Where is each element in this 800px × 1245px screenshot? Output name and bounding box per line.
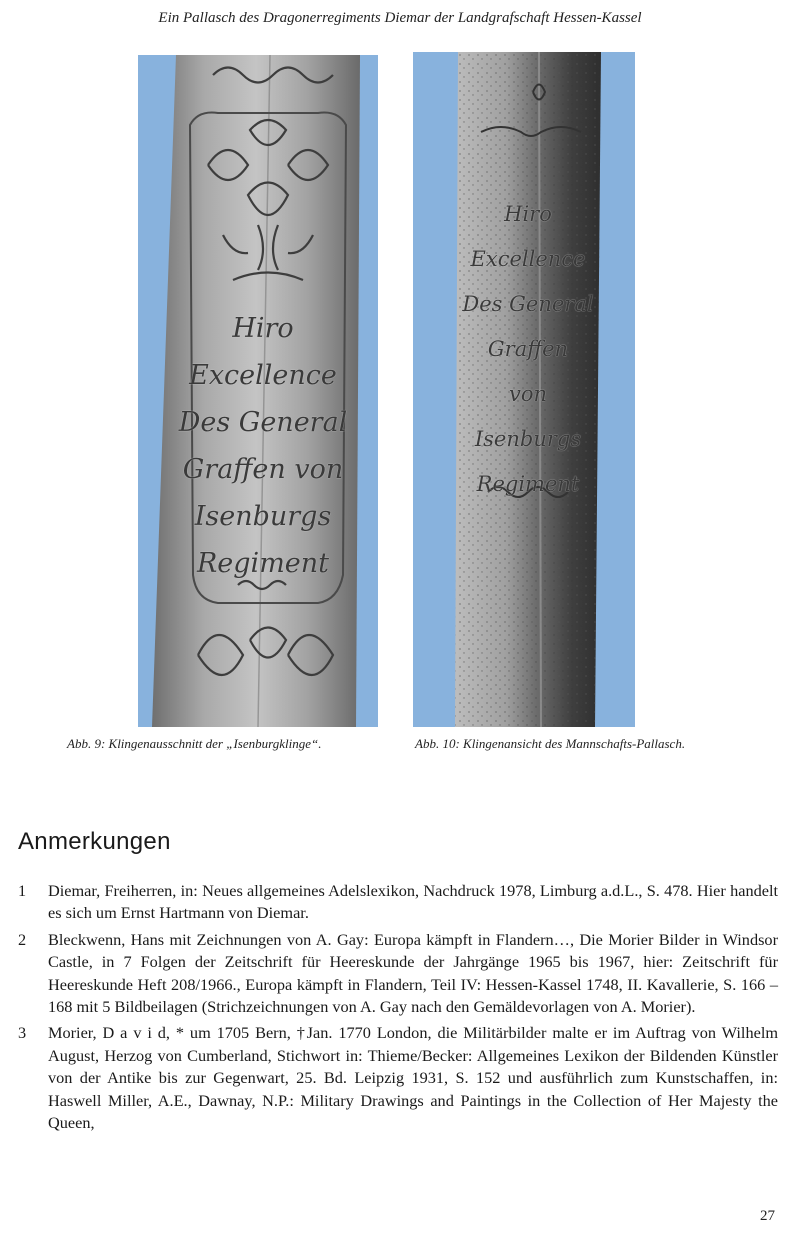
- note-number: 3: [18, 1023, 27, 1043]
- figure-10-blade-photo: [413, 52, 635, 727]
- note-item: [18, 880, 778, 925]
- page-number: 27: [760, 1208, 775, 1224]
- note-number: 1: [18, 881, 27, 900]
- note-text: Diemar, Freiherren, in: Neues allgemeines Adelslexikon, Nachdruck 1978, Limburg a.d.L., S. 478. Hier handelt es sich um Ernst Hartmann von Diemar.: [48, 881, 778, 923]
- note-item: [18, 929, 778, 1019]
- note-text: Morier, D a v i d, * um 1705 Bern, †Jan. 1770 London, die Militärbilder malte er im Auftrag von Wilhelm August, Herzog von Cumberland, Stichwort in: Thieme/Becker: Allgemeines Lexikon der Bildenden Künstler von der Antike bis zur Gegenwart, 25. Bd. Leipzig 1931, S. 152 und ausführlich zum Kunstschaffen, in: Haswell Miller, A.E., Dawnay, N.P.: Military Drawings and Paintings in the Collection of Her Majesty the Queen,: [48, 1023, 778, 1133]
- figure-10-caption: Abb. 10: Klingenansicht des Mannschafts-Pallasch.: [415, 736, 686, 751]
- section-title: Anmerkungen: [18, 828, 171, 855]
- figure-9-caption: Abb. 9: Klingenausschnitt der „Isenburgklinge“.: [67, 736, 322, 751]
- figure-9-blade-photo: [138, 55, 378, 727]
- blade-inscription: Hiro Excellence Des General Graffen von Isenburgs Regiment: [462, 202, 594, 496]
- notes-list: [18, 880, 778, 1138]
- note-item: [18, 1022, 778, 1134]
- running-header: Ein Pallasch des Dragonerregiments Diemar der Landgrafschaft Hessen-Kassel: [158, 10, 642, 26]
- note-number: 2: [18, 929, 27, 949]
- blade-inscription: Hiro Excellence Des General Graffen von Isenburgs Regiment: [178, 313, 348, 579]
- note-text: Bleckwenn, Hans mit Zeichnungen von A. Gay: Europa kämpft in Flandern…, Die Morier Bilder in Windsor Castle, in 7 Folgen der Zeitschrift für Heereskunde der Jahrgänge 1965 bis 1967, hier: Zeitschrift für Heereskunde Heft 208/1966., Europa kämpft in Flandern, Teil IV: Hessen-Kassel 1748, II. Kavallerie, S. 166 – 168 mit 5 Bildbeilagen (Strichzeichnungen von A. Gay nach den Gemäldevorlagen von A. Morier).: [48, 929, 778, 1017]
